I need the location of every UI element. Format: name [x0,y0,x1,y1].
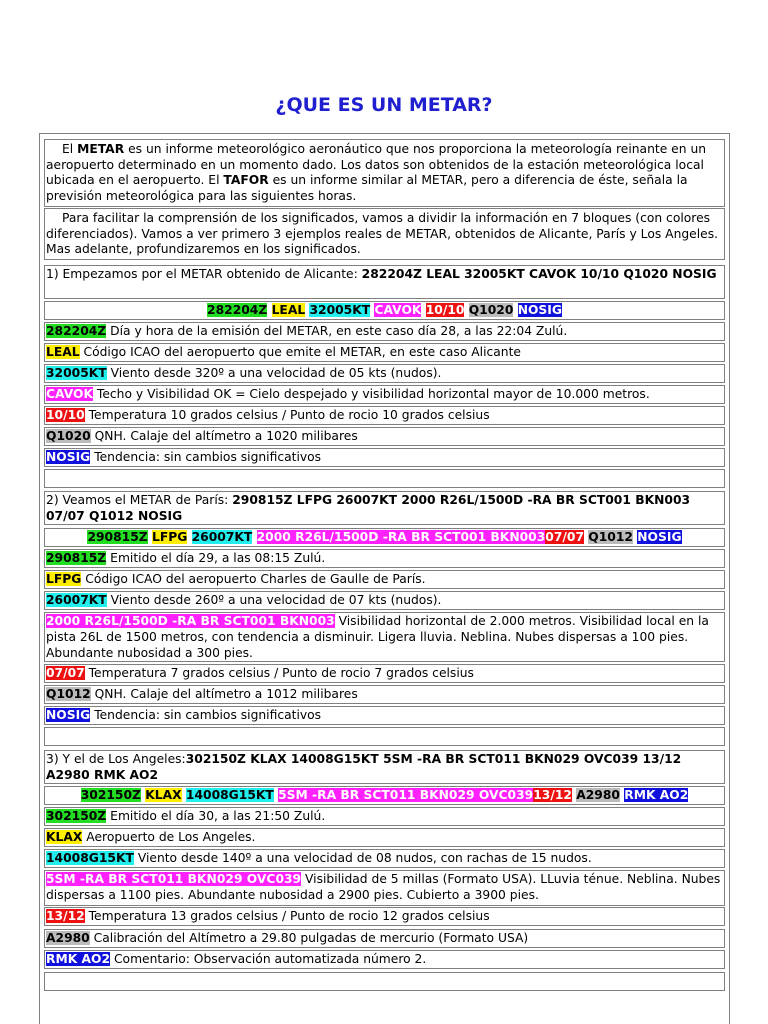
row-text: Tendencia: sin cambios significativos [90,450,322,464]
row-text: Comentario: Observación automatizada número 2. [110,952,427,966]
intro-text: Para facilitar la comprensión de los significados, vamos a dividir la información en 7 bloques (con colores diferenciados). Vamos a ver primero 3 ejemplos reales de METAR, obtenidos de Alicante, París y Los Angeles. Mas adelante, profundizaremos en los significados. [46,211,719,257]
intro-text: El [62,142,78,156]
row-text: Viento desde 320º a una velocidad de 05 kts (nudos). [106,366,442,380]
explanation-row [44,950,725,969]
code-block-pressure: Q1012 [588,530,633,544]
explanation-row [44,406,725,425]
empty-row [44,972,725,991]
code-block-trend: NOSIG [637,530,682,544]
empty-row [44,727,725,746]
code-block-airport: LEAL [271,303,306,317]
explanation-row [44,849,725,868]
explanation-row [44,807,725,826]
code-tag: 07/07 [46,666,85,680]
example-header-text: 2) Veamos el METAR de París: [46,493,233,507]
code-tag: CAVOK [46,387,93,401]
code-tag: Q1020 [46,429,91,443]
code-tag: 2000 R26L/1500D -RA BR SCT001 BKN003 [46,614,335,628]
code-tag: 26007KT [46,593,107,607]
row-text: Temperatura 7 grados celsius / Punto de rocio 7 grados celsius [84,666,474,680]
explanation-row [44,907,725,926]
code-block-airport: LFPG [151,530,188,544]
row-text: Emitido el día 29, a las 08:15 Zulú. [106,551,326,565]
intro-paragraph-1 [44,139,725,207]
code-block-visibility: CAVOK [374,303,422,317]
example-metar-code: 302150Z KLAX 14008G15KT 5SM -RA BR SCT011 BKN029 OVC039 13/12 A2980 RMK AO2 [46,752,682,782]
row-text: Techo y Visibilidad OK = Cielo despejado y visibilidad horizontal mayor de 10.000 metros. [93,387,650,401]
code-block-wind: 26007KT [191,530,253,544]
row-text: Viento desde 140º a una velocidad de 08 nudos, con rachas de 15 nudos. [133,851,592,865]
example-3-header [44,750,725,784]
code-block-airport: KLAX [145,788,182,802]
row-text: Código ICAO del aeropuerto que emite el METAR, en este caso Alicante [79,345,521,359]
explanation-row [44,385,725,404]
explanation-row [44,612,725,662]
row-text: Visibilidad de 5 millas (Formato USA). LLuvia ténue. Neblina. Nubes dispersas a 1100 pies. Abundante nubosidad a 2900 pies. Cubierto a 3900 pies. [46,872,721,902]
code-block-wind: 14008G15KT [185,788,274,802]
example-1-header [44,265,725,299]
row-text: Día y hora de la emisión del METAR, en este caso día 28, a las 22:04 Zulú. [106,324,568,338]
example-metar-code: 290815Z LFPG 26007KT 2000 R26L/1500D -RA BR SCT001 BKN003 07/07 Q1012 NOSIG [46,493,691,523]
tafor-term: TAFOR [223,173,269,188]
code-block-temperature: 13/12 [533,788,572,802]
row-text: Temperatura 13 grados celsius / Punto de rocio 12 grados celsius [84,909,490,923]
code-tag: 10/10 [46,408,85,422]
explanation-row [44,322,725,341]
code-block-visibility: 2000 R26L/1500D -RA BR SCT001 BKN003 [256,530,546,544]
code-tag: NOSIG [46,450,91,464]
row-text: Tendencia: sin cambios significativos [90,708,322,722]
row-text: Visibilidad horizontal de 2.000 metros. Visibilidad local en la pista 26L de 1500 metros, con tendencia a disminuir. Ligera lluvia. Neblina. Nubes dispersas a 100 pies. Abundante nubosidad a 300 pies. [46,614,709,660]
code-tag: 282204Z [46,324,107,338]
explanation-row [44,828,725,847]
code-tag: 32005KT [46,366,107,380]
code-block-trend: NOSIG [517,303,562,317]
row-text: Código ICAO del aeropuerto Charles de Gaulle de París. [81,572,426,586]
code-tag: 5SM -RA BR SCT011 BKN029 OVC039 [46,872,302,886]
code-block-pressure: A2980 [576,788,620,802]
code-block-visibility: 5SM -RA BR SCT011 BKN029 OVC039 [278,788,534,802]
explanation-row [44,448,725,467]
explanation-row [44,364,725,383]
example-metar-code: 282204Z LEAL 32005KT CAVOK 10/10 Q1020 NOSIG [361,267,717,281]
row-text: Calibración del Altímetro a 29.80 pulgadas de mercurio (Formato USA) [89,931,529,945]
row-text: QNH. Calaje del altímetro a 1020 milibares [90,429,358,443]
code-block-temperature: 07/07 [545,530,585,544]
code-tag: Q1012 [46,687,91,701]
page-title: ¿QUE ES UN METAR? [275,94,493,116]
code-block-pressure: Q1020 [468,303,514,317]
code-tag: 13/12 [46,909,85,923]
example-2-colored-codes [44,528,725,547]
row-text: Viento desde 260º a una velocidad de 07 kts (nudos). [106,593,442,607]
explanation-row [44,549,725,568]
code-block-time: 290815Z [87,530,148,544]
explanation-row [44,570,725,589]
code-tag: 14008G15KT [46,851,134,865]
code-block-temperature: 10/10 [425,303,465,317]
code-tag: LEAL [46,345,80,359]
row-text: Temperatura 10 grados celsius / Punto de rocio 10 grados celsius [84,408,490,422]
code-tag: KLAX [46,830,83,844]
row-text: Aeropuerto de Los Angeles. [82,830,256,844]
empty-row [44,469,725,488]
explanation-row [44,685,725,704]
explanation-row [44,343,725,362]
code-tag: 290815Z [46,551,107,565]
example-3-colored-codes [44,786,725,805]
explanation-row [44,664,725,683]
metar-term: METAR [77,142,125,156]
explanation-row [44,870,725,906]
explanation-row [44,591,725,610]
code-block-time: 282204Z [207,303,268,317]
code-block-time: 302150Z [80,788,141,802]
code-tag: LFPG [46,572,82,586]
intro-text: es un informe meteorológico aeronáutico que nos proporciona la meteorología reinante en un aeropuerto determinado en un momento dado. Los datos son obtenidos de la estación meteorológica local ubicada en el aeropuerto. El [46,142,707,188]
explanation-row [44,427,725,446]
code-tag: NOSIG [46,708,91,722]
example-header-text: 1) Empezamos por el METAR obtenido de Alicante: [46,267,362,281]
example-1-colored-codes [44,301,725,320]
code-tag: RMK AO2 [46,952,111,966]
code-tag: A2980 [46,931,90,945]
row-text: Emitido el día 30, a las 21:50 Zulú. [106,809,326,823]
explanation-row [44,929,725,948]
example-2-header [44,491,725,525]
code-block-remark: RMK AO2 [624,788,689,802]
row-text: QNH. Calaje del altímetro a 1012 milibares [90,687,358,701]
intro-text: es un informe similar al METAR, pero a diferencia de éste, señala la previsión meteorológica para las siguientes horas. [46,173,688,203]
code-tag: 302150Z [46,809,107,823]
code-block-wind: 32005KT [309,303,371,317]
explanation-row [44,706,725,725]
intro-paragraph-2 [44,208,725,260]
example-header-text: 3) Y el de Los Angeles: [46,752,186,766]
